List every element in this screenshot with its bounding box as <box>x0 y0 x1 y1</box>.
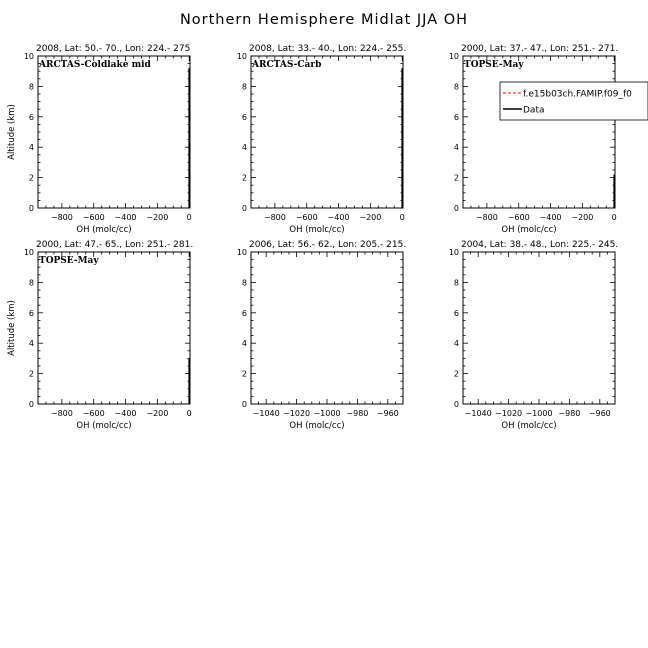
x-axis-label: OH (molc/cc) <box>76 225 132 235</box>
y-tick-label: 6 <box>453 308 459 318</box>
x-tick-label: −400 <box>114 213 137 222</box>
x-axis-label: OH (molc/cc) <box>289 225 345 235</box>
panel-header: 2006, Lat: 56.- 62., Lon: 205.- 215. <box>249 240 407 250</box>
x-tick-label: −600 <box>507 213 530 222</box>
x-tick-label: 0 <box>186 409 192 418</box>
x-tick-label: 0 <box>186 213 192 222</box>
x-tick-label: −960 <box>588 409 611 418</box>
x-tick-label: −800 <box>263 213 286 222</box>
panel-header: 2000, Lat: 47.- 65., Lon: 251.- 281. <box>36 240 194 250</box>
y-tick-label: 6 <box>453 112 459 122</box>
y-tick-label: 4 <box>241 339 247 349</box>
y-tick-label: 2 <box>28 173 34 183</box>
y-tick-label: 8 <box>241 278 247 288</box>
panel-header: 2004, Lat: 38.- 48., Lon: 225.- 245. <box>461 240 619 250</box>
y-tick-label: 10 <box>448 248 459 257</box>
y-tick-label: 0 <box>453 400 459 409</box>
x-tick-label: −1040 <box>252 409 280 418</box>
x-tick-label: −800 <box>475 213 498 222</box>
x-tick-label: −980 <box>558 409 581 418</box>
x-tick-label: 0 <box>611 213 617 222</box>
y-axis-label: Altitude (km) <box>7 300 17 356</box>
y-tick-label: 10 <box>448 52 459 61</box>
x-tick-label: −800 <box>50 409 73 418</box>
y-tick-label: 8 <box>453 278 459 288</box>
y-tick-label: 2 <box>241 369 247 379</box>
x-tick-label: −600 <box>82 409 105 418</box>
y-tick-label: 2 <box>453 173 459 183</box>
y-tick-label: 2 <box>28 369 34 379</box>
x-axis-label: OH (molc/cc) <box>501 225 557 235</box>
x-tick-label: −600 <box>295 213 318 222</box>
campaign-label: TOPSE-May <box>464 60 524 70</box>
campaign-label: ARCTAS-Carb <box>252 60 322 70</box>
campaign-label: ARCTAS-Coldlake mid <box>39 60 151 70</box>
y-tick-label: 6 <box>28 112 34 122</box>
x-axis-label: OH (molc/cc) <box>289 421 345 431</box>
y-tick-label: 6 <box>241 112 247 122</box>
x-tick-label: −1040 <box>464 409 492 418</box>
x-tick-label: 0 <box>399 213 405 222</box>
y-tick-label: 2 <box>453 369 459 379</box>
x-tick-label: −800 <box>50 213 73 222</box>
y-tick-label: 0 <box>241 400 247 409</box>
x-tick-label: −980 <box>346 409 369 418</box>
x-tick-label: −200 <box>359 213 382 222</box>
y-tick-label: 10 <box>23 52 34 61</box>
y-tick-label: 6 <box>28 308 34 318</box>
x-tick-label: −200 <box>146 409 169 418</box>
x-tick-label: −400 <box>114 409 137 418</box>
legend <box>500 82 648 120</box>
y-tick-label: 10 <box>236 248 247 257</box>
x-tick-label: −200 <box>571 213 594 222</box>
y-tick-label: 8 <box>241 82 247 92</box>
y-tick-label: 8 <box>28 278 34 288</box>
x-tick-label: −1000 <box>525 409 553 418</box>
y-tick-label: 10 <box>23 248 34 257</box>
y-tick-label: 4 <box>453 143 459 153</box>
x-tick-label: −200 <box>146 213 169 222</box>
y-tick-label: 4 <box>28 339 34 349</box>
y-tick-label: 0 <box>241 204 247 213</box>
y-tick-label: 0 <box>453 204 459 213</box>
y-tick-label: 4 <box>241 143 247 153</box>
y-tick-label: 8 <box>453 82 459 92</box>
campaign-label: TOPSE-May <box>39 256 99 266</box>
y-tick-label: 4 <box>28 143 34 153</box>
x-tick-label: −1020 <box>283 409 311 418</box>
panel-header: 2008, Lat: 33.- 40., Lon: 224.- 255. <box>249 44 407 54</box>
x-tick-label: −960 <box>376 409 399 418</box>
panel-header: 2000, Lat: 37.- 47., Lon: 251.- 271. <box>461 44 619 54</box>
legend-data-label: Data <box>523 105 545 116</box>
x-tick-label: −1020 <box>495 409 523 418</box>
y-tick-label: 10 <box>236 52 247 61</box>
figure-title: Northern Hemisphere Midlat JJA OH <box>179 12 469 28</box>
y-tick-label: 8 <box>28 82 34 92</box>
x-axis-label: OH (molc/cc) <box>501 421 557 431</box>
y-tick-label: 2 <box>241 173 247 183</box>
x-axis-label: OH (molc/cc) <box>76 421 132 431</box>
legend-model-label: f.e15b03ch.FAMIP.f09_f0 <box>523 89 632 100</box>
x-tick-label: −400 <box>327 213 350 222</box>
panel-header: 2008, Lat: 50.- 70., Lon: 224.- 275 <box>36 44 191 54</box>
y-tick-label: 4 <box>453 339 459 349</box>
y-tick-label: 6 <box>241 308 247 318</box>
y-tick-label: 0 <box>28 204 34 213</box>
y-axis-label: Altitude (km) <box>7 104 17 160</box>
x-tick-label: −600 <box>82 213 105 222</box>
x-tick-label: −400 <box>539 213 562 222</box>
x-tick-label: −1000 <box>313 409 341 418</box>
y-tick-label: 0 <box>28 400 34 409</box>
